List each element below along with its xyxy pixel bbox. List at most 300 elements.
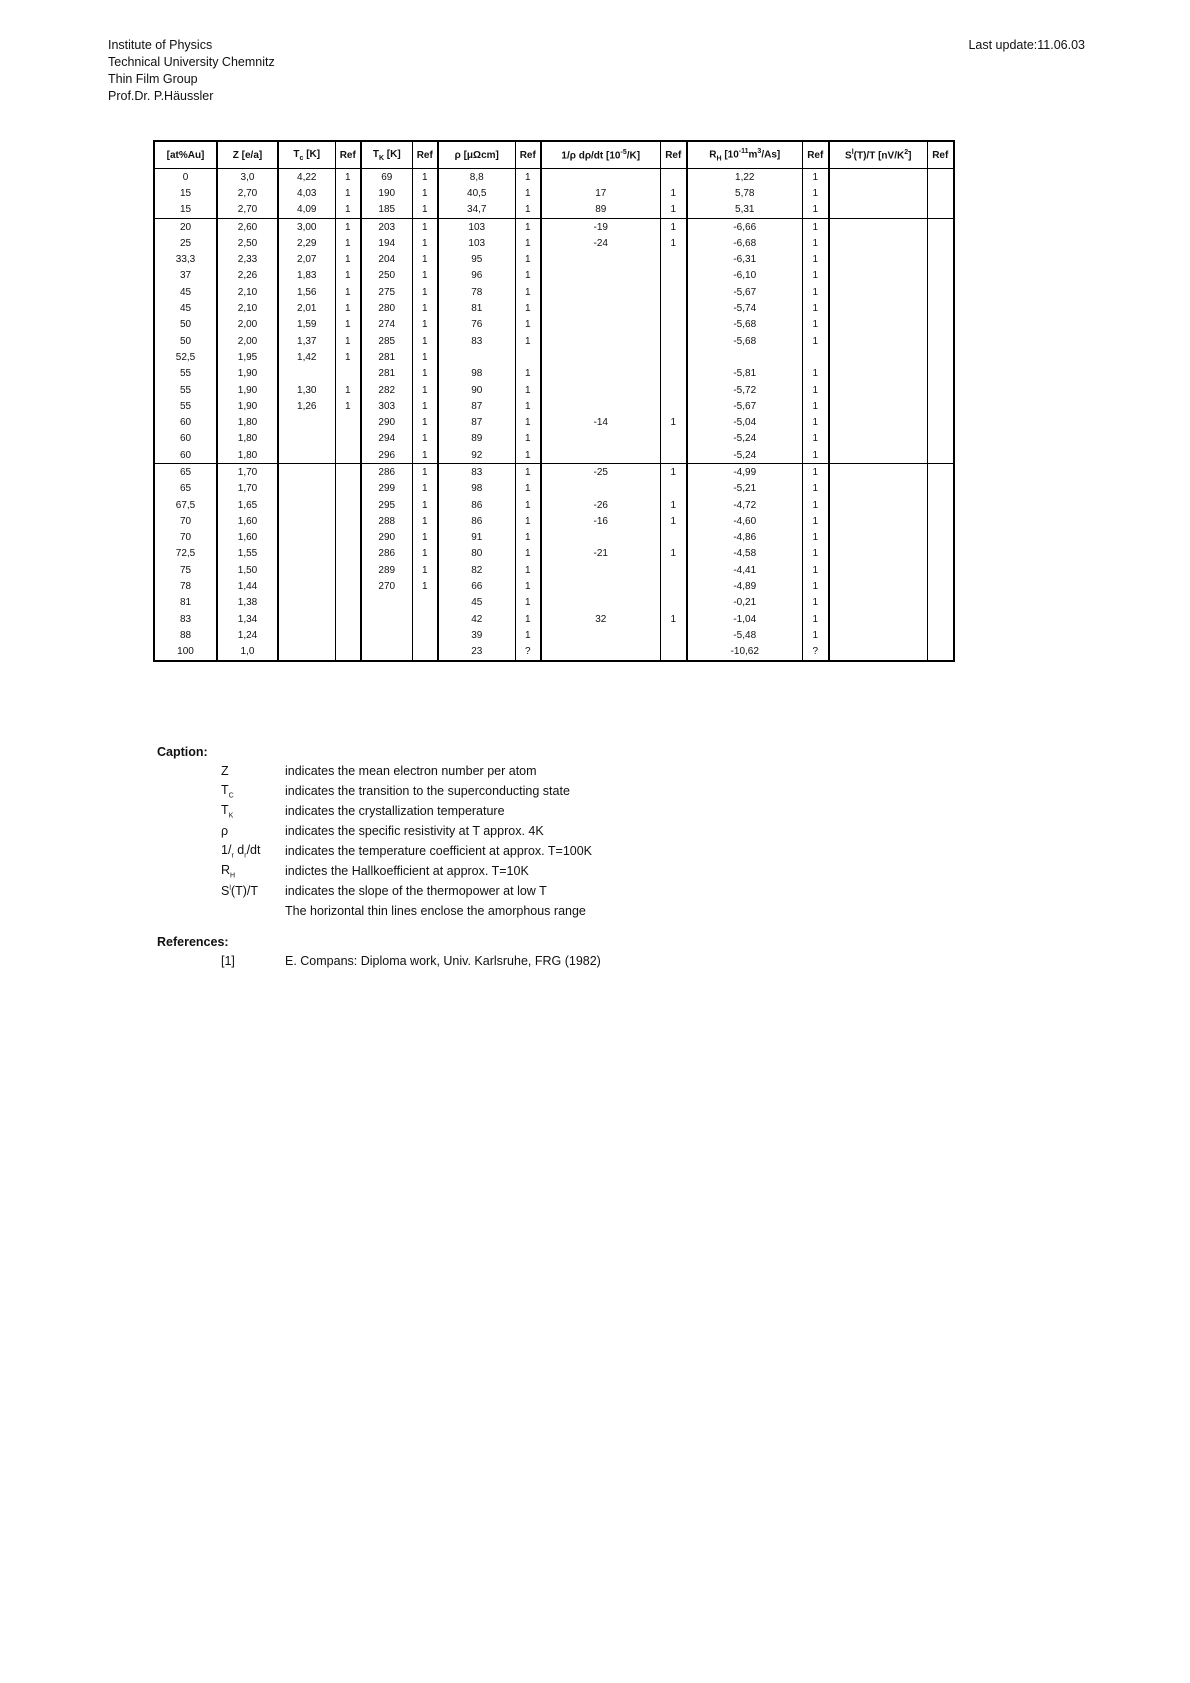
table-cell xyxy=(660,268,687,284)
table-cell xyxy=(829,185,927,201)
table-cell: 37 xyxy=(154,268,217,284)
table-cell: -5,81 xyxy=(687,366,802,382)
table-cell: 1 xyxy=(335,169,361,186)
table-cell: 1 xyxy=(660,185,687,201)
table-cell: 1,50 xyxy=(217,562,278,578)
table-row xyxy=(154,268,954,284)
table-cell: 1 xyxy=(412,513,438,529)
table-cell: 1 xyxy=(802,414,829,430)
caption-symbol: $T_K$ xyxy=(221,802,234,820)
table-cell: 1 xyxy=(335,235,361,251)
table-cell xyxy=(927,284,954,300)
table-cell: 1 xyxy=(412,546,438,562)
table-cell xyxy=(660,284,687,300)
data-table-container xyxy=(153,140,955,662)
table-cell xyxy=(541,595,660,611)
table-cell: 60 xyxy=(154,414,217,430)
table-cell xyxy=(660,317,687,333)
table-cell: -4,99 xyxy=(687,464,802,481)
table-cell xyxy=(335,414,361,430)
table-cell: 52,5 xyxy=(154,349,217,365)
table-cell: 1 xyxy=(515,578,541,594)
table-cell xyxy=(278,595,335,611)
table-cell: 78 xyxy=(154,578,217,594)
table-row xyxy=(154,398,954,414)
table-cell xyxy=(829,464,927,481)
table-cell: 1 xyxy=(802,366,829,382)
caption-text: indicates the transition to the superconducting state xyxy=(285,784,570,798)
table-cell xyxy=(829,513,927,529)
table-cell xyxy=(829,300,927,316)
table-cell: 1 xyxy=(802,202,829,219)
table-cell: 1 xyxy=(412,464,438,481)
table-cell: 72,5 xyxy=(154,546,217,562)
table-cell xyxy=(335,366,361,382)
table-cell: 1 xyxy=(802,382,829,398)
column-header: $T_K$ [K] xyxy=(361,141,412,169)
table-cell xyxy=(335,644,361,661)
table-cell xyxy=(927,481,954,497)
table-cell: 281 xyxy=(361,349,412,365)
table-cell: 1 xyxy=(802,611,829,627)
table-cell: 1 xyxy=(802,235,829,251)
table-cell: 1 xyxy=(660,513,687,529)
table-cell: -4,60 xyxy=(687,513,802,529)
table-cell: 294 xyxy=(361,431,412,447)
table-cell xyxy=(829,627,927,643)
table-cell xyxy=(660,349,687,365)
table-cell: -0,21 xyxy=(687,595,802,611)
table-cell: -6,31 xyxy=(687,251,802,267)
table-cell: 1 xyxy=(335,218,361,235)
table-cell xyxy=(927,447,954,464)
table-cell: 65 xyxy=(154,481,217,497)
table-cell: 1,44 xyxy=(217,578,278,594)
table-cell xyxy=(541,431,660,447)
table-cell: -6,66 xyxy=(687,218,802,235)
table-cell: 45 xyxy=(154,300,217,316)
table-cell: 1 xyxy=(412,185,438,201)
table-cell xyxy=(927,235,954,251)
table-cell: 1 xyxy=(515,169,541,186)
table-cell: 1 xyxy=(802,185,829,201)
table-cell: -5,67 xyxy=(687,398,802,414)
table-cell: 1,60 xyxy=(217,530,278,546)
table-cell: 1 xyxy=(515,546,541,562)
table-cell: -16 xyxy=(541,513,660,529)
table-cell: 1 xyxy=(802,317,829,333)
table-cell: 1 xyxy=(412,366,438,382)
table-row xyxy=(154,169,954,186)
caption-symbol: $1/_r$ $d_r/dt$ xyxy=(221,842,261,860)
table-cell: 1,22 xyxy=(687,169,802,186)
table-cell: 1 xyxy=(335,382,361,398)
table-cell xyxy=(412,611,438,627)
table-cell xyxy=(829,235,927,251)
column-header: $S^l(T)/T$ $[nV/K^2]$ xyxy=(829,141,927,169)
table-cell: 90 xyxy=(438,382,515,398)
table-cell: 32 xyxy=(541,611,660,627)
table-cell: 103 xyxy=(438,218,515,235)
table-cell xyxy=(278,497,335,513)
table-cell: 67,5 xyxy=(154,497,217,513)
table-cell: 81 xyxy=(154,595,217,611)
caption-item xyxy=(157,781,592,801)
table-row xyxy=(154,481,954,497)
table-cell: 8,8 xyxy=(438,169,515,186)
table-cell: 1 xyxy=(515,530,541,546)
table-cell: 89 xyxy=(541,202,660,219)
table-cell xyxy=(927,414,954,430)
table-cell: 98 xyxy=(438,366,515,382)
table-cell xyxy=(335,530,361,546)
table-cell: 2,29 xyxy=(278,235,335,251)
table-cell: 282 xyxy=(361,382,412,398)
table-cell: 1 xyxy=(335,333,361,349)
table-cell: 70 xyxy=(154,513,217,529)
table-cell: 275 xyxy=(361,284,412,300)
table-cell xyxy=(829,611,927,627)
table-cell xyxy=(660,300,687,316)
table-cell: 1 xyxy=(660,611,687,627)
table-cell: 1 xyxy=(515,202,541,219)
caption-item xyxy=(157,861,592,881)
table-cell: 1 xyxy=(515,185,541,201)
reference-text: E. Compans: Diploma work, Univ. Karlsruhe, FRG (1982) xyxy=(285,954,601,968)
table-cell: 1 xyxy=(515,317,541,333)
table-cell xyxy=(829,202,927,219)
table-cell xyxy=(829,481,927,497)
table-row xyxy=(154,530,954,546)
table-cell xyxy=(829,284,927,300)
table-cell: 60 xyxy=(154,431,217,447)
table-cell: 55 xyxy=(154,382,217,398)
table-cell xyxy=(927,464,954,481)
table-cell: 3,0 xyxy=(217,169,278,186)
table-cell: 34,7 xyxy=(438,202,515,219)
table-cell: 1 xyxy=(515,284,541,300)
table-cell: 1 xyxy=(335,349,361,365)
table-cell: 1 xyxy=(802,218,829,235)
table-cell xyxy=(927,185,954,201)
table-cell: -5,72 xyxy=(687,382,802,398)
table-cell xyxy=(927,611,954,627)
table-cell: -19 xyxy=(541,218,660,235)
table-cell: 75 xyxy=(154,562,217,578)
table-cell: -1,04 xyxy=(687,611,802,627)
table-row xyxy=(154,562,954,578)
caption-symbol: $T_C$ xyxy=(221,782,234,800)
table-cell xyxy=(829,414,927,430)
caption-item xyxy=(157,821,592,841)
table-cell: 1 xyxy=(802,530,829,546)
column-header: $R_H$ $[10^{-11}m^3/As]$ xyxy=(687,141,802,169)
table-cell xyxy=(361,595,412,611)
table-cell: 286 xyxy=(361,546,412,562)
table-cell: 1,42 xyxy=(278,349,335,365)
table-cell xyxy=(802,349,829,365)
table-cell: 1,34 xyxy=(217,611,278,627)
caption-symbol: $S^l(T)/T$ xyxy=(221,884,258,898)
table-cell: 88 xyxy=(154,627,217,643)
table-cell: 1 xyxy=(802,513,829,529)
table-body xyxy=(154,169,954,661)
table-cell: -14 xyxy=(541,414,660,430)
table-cell: 60 xyxy=(154,447,217,464)
table-cell: 270 xyxy=(361,578,412,594)
table-cell: 92 xyxy=(438,447,515,464)
table-cell xyxy=(278,366,335,382)
table-cell: 1 xyxy=(412,202,438,219)
table-cell: 1 xyxy=(335,284,361,300)
table-cell: 2,01 xyxy=(278,300,335,316)
table-cell: 1 xyxy=(802,595,829,611)
table-cell: 83 xyxy=(438,333,515,349)
table-cell xyxy=(660,251,687,267)
table-cell xyxy=(927,562,954,578)
table-cell: 2,50 xyxy=(217,235,278,251)
table-cell: 45 xyxy=(154,284,217,300)
table-cell: 1 xyxy=(660,218,687,235)
table-cell: 1 xyxy=(515,627,541,643)
table-row xyxy=(154,414,954,430)
table-cell: 1 xyxy=(515,398,541,414)
table-cell: -5,04 xyxy=(687,414,802,430)
table-cell xyxy=(927,644,954,661)
institution-block xyxy=(108,37,275,105)
table-cell: 91 xyxy=(438,530,515,546)
table-cell: 96 xyxy=(438,268,515,284)
table-cell xyxy=(927,317,954,333)
table-cell: 1 xyxy=(515,235,541,251)
table-cell: 1 xyxy=(412,398,438,414)
table-cell: 65 xyxy=(154,464,217,481)
caption-title: Caption: xyxy=(157,745,208,759)
table-cell xyxy=(541,481,660,497)
table-cell xyxy=(515,349,541,365)
table-row xyxy=(154,382,954,398)
table-cell: 5,78 xyxy=(687,185,802,201)
table-cell: 1 xyxy=(660,202,687,219)
table-cell: 1,56 xyxy=(278,284,335,300)
table-cell xyxy=(541,333,660,349)
caption-text: indicates the mean electron number per atom xyxy=(285,764,537,778)
table-cell: -5,24 xyxy=(687,431,802,447)
table-cell: -4,72 xyxy=(687,497,802,513)
caption-item xyxy=(157,801,592,821)
table-cell: -5,74 xyxy=(687,300,802,316)
table-cell: 285 xyxy=(361,333,412,349)
table-cell xyxy=(829,251,927,267)
table-cell: 1 xyxy=(802,284,829,300)
table-cell xyxy=(829,268,927,284)
table-cell: 1 xyxy=(335,300,361,316)
table-cell: 1 xyxy=(660,497,687,513)
table-cell: 66 xyxy=(438,578,515,594)
table-cell: 2,10 xyxy=(217,300,278,316)
table-cell: -26 xyxy=(541,497,660,513)
caption-item xyxy=(157,901,592,921)
table-cell: 2,33 xyxy=(217,251,278,267)
column-header: Ref xyxy=(515,141,541,169)
table-cell: 1 xyxy=(802,627,829,643)
table-cell: -5,68 xyxy=(687,333,802,349)
table-cell: 42 xyxy=(438,611,515,627)
table-cell xyxy=(927,530,954,546)
table-cell: 1 xyxy=(335,398,361,414)
table-cell: 274 xyxy=(361,317,412,333)
table-cell: 1,70 xyxy=(217,464,278,481)
table-cell: 1 xyxy=(412,481,438,497)
table-cell: 20 xyxy=(154,218,217,235)
table-cell xyxy=(541,366,660,382)
table-cell: 1,70 xyxy=(217,481,278,497)
table-cell xyxy=(541,349,660,365)
table-cell xyxy=(829,578,927,594)
table-cell: 1 xyxy=(515,251,541,267)
table-cell xyxy=(927,382,954,398)
table-cell xyxy=(829,447,927,464)
table-cell: 296 xyxy=(361,447,412,464)
table-cell xyxy=(660,595,687,611)
table-cell: 50 xyxy=(154,333,217,349)
table-cell: 82 xyxy=(438,562,515,578)
table-cell: -24 xyxy=(541,235,660,251)
table-cell: 1,59 xyxy=(278,317,335,333)
table-cell xyxy=(829,218,927,235)
table-cell xyxy=(927,497,954,513)
table-cell: -5,21 xyxy=(687,481,802,497)
table-cell: 1,80 xyxy=(217,431,278,447)
table-cell: 1 xyxy=(335,185,361,201)
column-header: Ref xyxy=(660,141,687,169)
table-cell: 1 xyxy=(335,202,361,219)
table-cell: 86 xyxy=(438,513,515,529)
table-cell xyxy=(541,398,660,414)
table-cell: 1 xyxy=(412,382,438,398)
table-cell: 15 xyxy=(154,185,217,201)
table-row xyxy=(154,317,954,333)
table-cell: 1 xyxy=(802,251,829,267)
table-cell xyxy=(541,251,660,267)
table-cell: 1 xyxy=(335,317,361,333)
table-cell: 83 xyxy=(438,464,515,481)
table-cell xyxy=(927,513,954,529)
table-cell xyxy=(278,513,335,529)
table-cell: 76 xyxy=(438,317,515,333)
table-cell: 69 xyxy=(361,169,412,186)
table-cell: 1 xyxy=(660,235,687,251)
caption-text: indicates the temperature coefficient at approx. T=100K xyxy=(285,844,593,858)
table-cell xyxy=(660,481,687,497)
table-cell: 103 xyxy=(438,235,515,251)
table-row xyxy=(154,627,954,643)
table-cell: 1 xyxy=(412,497,438,513)
table-cell xyxy=(660,366,687,382)
table-row xyxy=(154,611,954,627)
table-cell: -21 xyxy=(541,546,660,562)
table-cell: 1 xyxy=(802,169,829,186)
table-cell xyxy=(687,349,802,365)
table-cell xyxy=(829,431,927,447)
table-cell xyxy=(278,644,335,661)
table-cell xyxy=(278,431,335,447)
table-cell: 5,31 xyxy=(687,202,802,219)
table-cell: 83 xyxy=(154,611,217,627)
table-row xyxy=(154,202,954,219)
table-cell: 1,38 xyxy=(217,595,278,611)
table-cell: 40,5 xyxy=(438,185,515,201)
table-cell: 1 xyxy=(802,546,829,562)
table-cell: 1 xyxy=(412,530,438,546)
references-title: References: xyxy=(157,935,229,949)
column-header: Ref xyxy=(802,141,829,169)
table-cell: 1 xyxy=(515,268,541,284)
table-cell: 87 xyxy=(438,414,515,430)
caption-text: indicates the specific resistivity at T approx. 4K xyxy=(285,824,544,838)
table-row xyxy=(154,431,954,447)
table-cell xyxy=(335,611,361,627)
table-cell xyxy=(660,447,687,464)
table-cell: 1 xyxy=(412,268,438,284)
table-cell xyxy=(335,481,361,497)
table-cell xyxy=(541,300,660,316)
table-cell: 1,26 xyxy=(278,398,335,414)
table-cell: 1 xyxy=(515,611,541,627)
table-cell xyxy=(660,431,687,447)
table-cell xyxy=(927,578,954,594)
table-cell: -5,68 xyxy=(687,317,802,333)
column-header: Ref xyxy=(412,141,438,169)
table-cell: 1,80 xyxy=(217,414,278,430)
table-cell xyxy=(660,333,687,349)
last-update: Last update:11.06.03 xyxy=(968,38,1085,52)
table-cell: 2,00 xyxy=(217,333,278,349)
table-cell xyxy=(278,562,335,578)
table-cell: 299 xyxy=(361,481,412,497)
table-cell: 1 xyxy=(412,251,438,267)
table-cell xyxy=(660,644,687,661)
table-cell xyxy=(278,447,335,464)
table-cell: 3,00 xyxy=(278,218,335,235)
table-row xyxy=(154,235,954,251)
table-cell xyxy=(927,627,954,643)
table-cell: 2,10 xyxy=(217,284,278,300)
table-cell: 1,0 xyxy=(217,644,278,661)
table-cell xyxy=(541,284,660,300)
table-cell: 17 xyxy=(541,185,660,201)
table-cell: 25 xyxy=(154,235,217,251)
table-cell xyxy=(361,644,412,661)
caption-item xyxy=(157,761,592,781)
table-cell xyxy=(927,169,954,186)
table-row xyxy=(154,513,954,529)
table-cell: 78 xyxy=(438,284,515,300)
table-cell: 1,37 xyxy=(278,333,335,349)
table-cell: 1 xyxy=(412,284,438,300)
table-cell: 1 xyxy=(515,366,541,382)
table-cell xyxy=(829,497,927,513)
table-cell: 286 xyxy=(361,464,412,481)
caption-text: indicates the slope of the thermopower at low T xyxy=(285,884,547,898)
table-cell xyxy=(660,530,687,546)
table-cell: 1,24 xyxy=(217,627,278,643)
table-cell: 1 xyxy=(660,546,687,562)
table-cell: 1 xyxy=(412,169,438,186)
table-cell xyxy=(278,464,335,481)
table-cell xyxy=(335,464,361,481)
column-header: ρ [μΩcm] xyxy=(438,141,515,169)
